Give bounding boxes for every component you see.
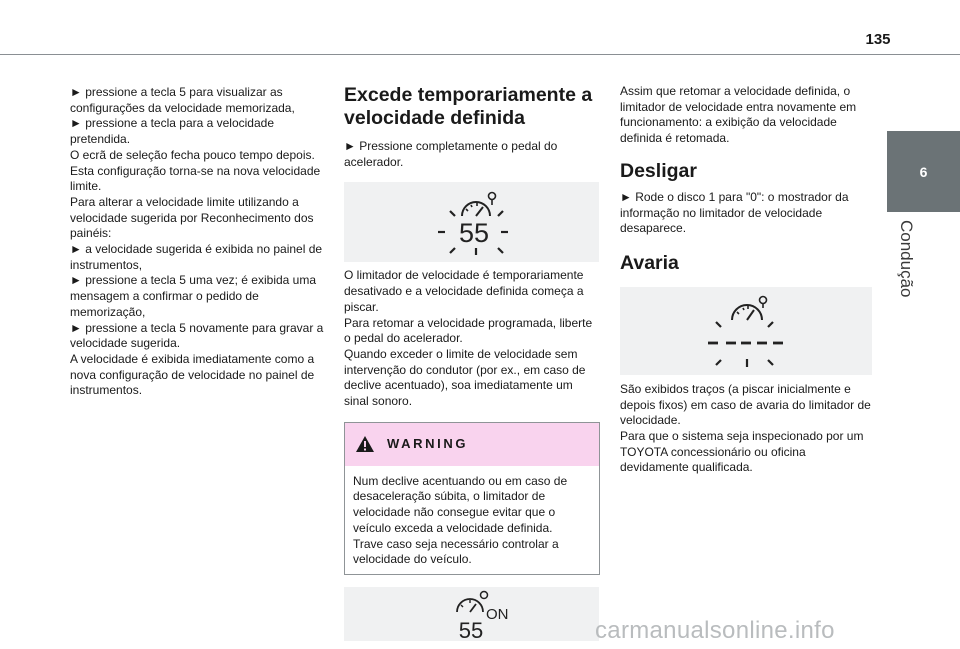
set-speed-digits: 55 <box>458 617 484 641</box>
section-heading-exceed: Excede temporariamente a velocidade definida <box>344 84 593 129</box>
paragraph: Para que o sistema seja inspecionado por um TOYOTA concessionário ou oficina devidamente qualificada. <box>620 429 864 475</box>
paragraph: ► pressione a tecla 5 uma vez; é exibida uma mensagem a confirmar o pedido de memorização, <box>70 273 317 319</box>
paragraph: Para alterar a velocidade limite utilizando a velocidade sugerida por Reconhecimento dos painéis: <box>70 194 314 241</box>
chapter-tab[interactable] <box>887 131 960 212</box>
paragraph: Esta configuração torna-se na nova velocidade limite. <box>70 163 321 194</box>
column-right <box>620 84 876 476</box>
on-label: ON <box>486 605 509 623</box>
display-on-illustration <box>344 587 599 641</box>
paragraph: Quando exceder o limite de velocidade sem intervenção do condutor (por ex., em caso de declive acentuado), soa imediatamente um sinal sonoro. <box>344 346 586 409</box>
chapter-number: 6 <box>919 163 928 180</box>
paragraph: Para retomar a velocidade programada, liberte o pedal do acelerador. <box>344 315 593 346</box>
header-divider <box>0 54 960 55</box>
section-heading-fault: Avaria <box>620 251 679 274</box>
column-left <box>70 85 325 399</box>
paragraph: São exibidos traços (a piscar inicialmente e depois fixos) em caso de avaria do limitador de velocidade. <box>620 381 871 428</box>
chapter-title: Condução <box>897 220 916 298</box>
speed-limiter-fault-icon <box>620 287 872 375</box>
warning-triangle-icon <box>355 435 375 453</box>
warning-header <box>345 423 599 466</box>
section-heading-off: Desligar <box>620 159 697 182</box>
warning-title: WARNING <box>387 436 469 452</box>
paragraph: O limitador de velocidade é temporariamente desativado e a velocidade definida começa a piscar. <box>344 268 584 314</box>
display-fault-illustration <box>620 287 872 375</box>
paragraph: ► a velocidade sugerida é exibida no painel de instrumentos, <box>70 242 323 272</box>
speed-limiter-icon <box>344 182 599 262</box>
paragraph: ► pressione a tecla para a velocidade pretendida. <box>70 116 274 147</box>
paragraph: Assim que retomar a velocidade definida, o limitador de velocidade entra novamente em funcionamento: a exibição da velocidade definida é retomada. <box>620 84 857 146</box>
paragraph: ► Rode o disco 1 para "0": o mostrador da informação no limitador de velocidade desaparece. <box>620 189 849 236</box>
paragraph: Trave caso seja necessário controlar a velocidade do veículo. <box>353 536 559 567</box>
page-number: 135 <box>865 31 891 48</box>
paragraph: ► pressione a tecla 5 para visualizar as configurações da velocidade memorizada, <box>70 85 295 115</box>
paragraph: Num declive acentuando ou em caso de desaceleração súbita, o limitador de velocidade não consegue evitar que o veículo exceda a velocidade definida. <box>353 473 568 535</box>
warning-body <box>345 466 599 574</box>
set-speed-digits: 55 <box>458 218 490 249</box>
paragraph: ► Pressione completamente o pedal do acelerador. <box>344 139 558 169</box>
paragraph: ► pressione a tecla 5 novamente para gravar a velocidade sugerida. <box>70 320 324 351</box>
speed-limiter-on-icon <box>344 587 599 641</box>
paragraph: A velocidade é exibida imediatamente como a nova configuração de velocidade no painel de instrumentos. <box>70 351 315 398</box>
display-flashing-speed-illustration <box>344 182 599 262</box>
paragraph: O ecrã de seleção fecha pouco tempo depois. <box>70 147 315 162</box>
watermark: carmanualsonline.info <box>595 617 835 644</box>
warning-box <box>344 422 600 575</box>
column-middle <box>344 84 600 641</box>
